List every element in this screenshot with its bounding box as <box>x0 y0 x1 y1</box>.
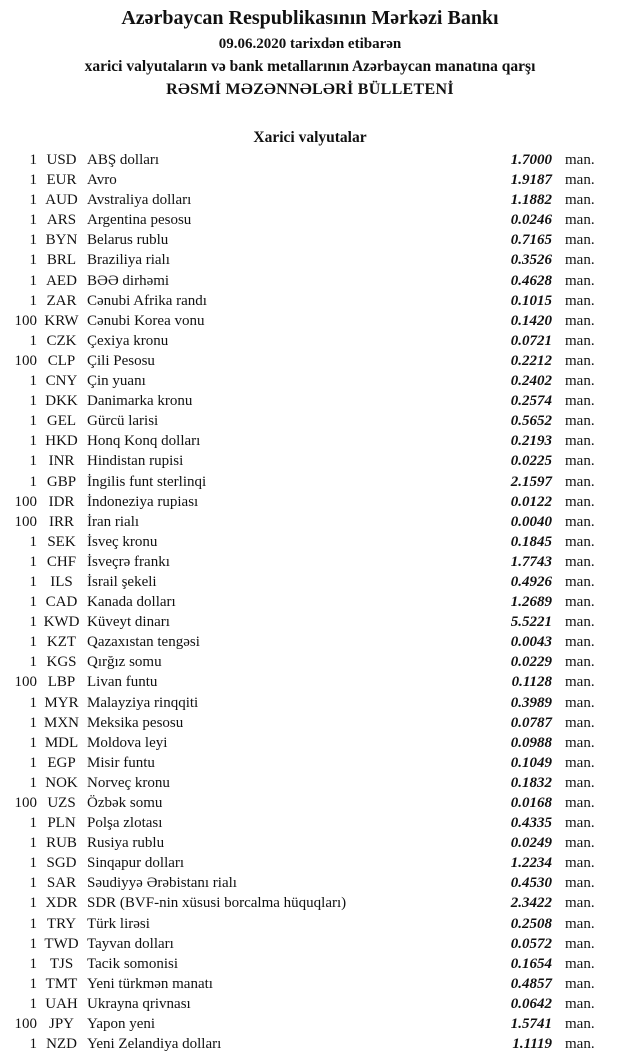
currency-code-cell: JPY <box>48 1016 74 1033</box>
quantity-cell: 1 <box>29 433 37 450</box>
quantity-cell: 1 <box>29 192 37 209</box>
currency-code-cell: MXN <box>43 714 79 731</box>
currency-name-cell: İsveçrə frankı <box>87 553 170 570</box>
table-row <box>0 914 620 934</box>
currency-name-cell: Tacik somonisi <box>87 955 179 972</box>
currency-name-cell: Rusiya rublu <box>87 835 165 852</box>
currency-name-cell: Danimarka kronu <box>87 393 193 410</box>
currency-name-cell: Braziliya rialı <box>87 252 170 269</box>
unit-cell: man. <box>565 292 595 309</box>
currency-name-cell: Gürcü larisi <box>87 413 159 430</box>
currency-name-cell: İndoneziya rupiası <box>87 493 199 510</box>
bulletin-title: RƏSMİ MƏZƏNNƏLƏRİ BÜLLETENİ <box>166 81 454 98</box>
rate-value-cell: 0.1832 <box>510 774 552 791</box>
rate-value-cell: 0.1420 <box>510 312 552 329</box>
unit-cell: man. <box>565 1016 595 1033</box>
table-row <box>0 230 620 250</box>
currency-name-cell: İngilis funt sterlinqi <box>87 473 207 490</box>
unit-cell: man. <box>565 433 595 450</box>
currency-code-cell: DKK <box>45 393 78 410</box>
table-row <box>0 210 620 230</box>
rate-value-cell: 0.3526 <box>510 252 552 269</box>
currency-name-cell: Türk lirəsi <box>87 915 150 932</box>
currency-name-cell: Kanada dolları <box>87 594 176 611</box>
currency-code-cell: BYN <box>45 232 78 249</box>
rate-value-cell: 0.2402 <box>510 373 552 390</box>
quantity-cell: 1 <box>29 875 37 892</box>
unit-cell: man. <box>565 413 595 430</box>
currency-code-cell: CAD <box>45 594 78 611</box>
currency-name-cell: İran rialı <box>87 513 140 530</box>
quantity-cell: 1 <box>29 734 37 751</box>
currency-name-cell: ABŞ dolları <box>87 152 160 168</box>
description-line: xarici valyutaların və bank metallarının Azərbaycan manatına qarşı <box>84 58 536 75</box>
currency-name-cell: İsveç kronu <box>87 533 158 550</box>
quantity-cell: 1 <box>29 634 37 651</box>
currency-code-cell: TMT <box>45 975 78 992</box>
currency-name-cell: Cənubi Korea vonu <box>87 312 205 329</box>
table-row <box>0 331 620 351</box>
currency-code-cell: CZK <box>46 332 77 349</box>
rate-value-cell: 0.0249 <box>510 835 552 852</box>
unit-cell: man. <box>565 553 595 570</box>
unit-cell: man. <box>565 895 595 912</box>
rate-value-cell: 0.0122 <box>510 493 552 510</box>
rate-value-cell: 0.0642 <box>510 995 552 1012</box>
currency-name-cell: Çin yuanı <box>87 373 146 390</box>
rate-value-cell: 0.4857 <box>510 975 552 992</box>
table-row <box>0 451 620 471</box>
quantity-cell: 1 <box>29 553 37 570</box>
unit-cell: man. <box>565 332 595 349</box>
unit-cell: man. <box>565 352 595 369</box>
currency-code-cell: LBP <box>47 674 76 691</box>
unit-cell: man. <box>565 774 595 791</box>
unit-cell: man. <box>565 975 595 992</box>
currency-name-cell: Meksika pesosu <box>87 714 184 731</box>
rate-value-cell: 1.2689 <box>510 594 552 611</box>
currency-code-cell: IRR <box>48 513 74 530</box>
currency-code-cell: KWD <box>43 614 80 631</box>
currency-code-cell: HKD <box>45 433 78 450</box>
table-row <box>0 773 620 793</box>
currency-name-cell: BƏƏ dirhəmi <box>87 272 170 289</box>
currency-code-cell: RUB <box>46 835 77 852</box>
table-row <box>0 532 620 552</box>
currency-code-cell: KRW <box>44 312 79 329</box>
quantity-cell: 1 <box>29 393 37 410</box>
quantity-cell: 1 <box>29 332 37 349</box>
rate-value-cell: 0.0988 <box>510 734 552 751</box>
currency-code-cell: PLN <box>47 815 76 832</box>
effective-date-line: 09.06.2020 tarixdən etibarən <box>218 36 402 52</box>
table-row <box>0 371 620 391</box>
quantity-cell: 1 <box>29 955 37 972</box>
rate-value-cell: 0.4530 <box>510 875 552 892</box>
currency-code-cell: TJS <box>49 955 74 972</box>
unit-cell: man. <box>565 594 595 611</box>
currency-code-cell: BRL <box>46 252 77 269</box>
currency-code-cell: MYR <box>44 694 79 711</box>
table-row <box>0 672 620 692</box>
table-row <box>0 271 620 291</box>
quantity-cell: 1 <box>29 754 37 771</box>
table-row <box>0 954 620 974</box>
quantity-cell: 1 <box>29 413 37 430</box>
quantity-cell: 1 <box>29 694 37 711</box>
currency-code-cell: NOK <box>45 774 78 791</box>
currency-name-cell: Ukrayna qrivnası <box>87 995 191 1012</box>
currency-code-cell: USD <box>46 152 77 168</box>
rate-value-cell: 0.2193 <box>510 433 552 450</box>
currency-name-cell: Livan funtu <box>87 674 158 691</box>
unit-cell: man. <box>565 453 595 470</box>
unit-cell: man. <box>565 493 595 510</box>
rate-value-cell: 0.1015 <box>510 292 552 309</box>
unit-cell: man. <box>565 473 595 490</box>
quantity-cell: 1 <box>29 654 37 671</box>
currency-code-cell: CHF <box>46 553 77 570</box>
currency-code-cell: UAH <box>45 995 78 1012</box>
rate-value-cell: 0.4335 <box>510 815 552 832</box>
table-row <box>0 652 620 672</box>
table-row <box>0 1014 620 1034</box>
currency-name-cell: Moldova leyi <box>87 734 168 751</box>
unit-cell: man. <box>565 634 595 651</box>
unit-cell: man. <box>565 995 595 1012</box>
quantity-cell: 100 <box>14 1016 37 1033</box>
quantity-cell: 1 <box>29 774 37 791</box>
unit-cell: man. <box>565 252 595 269</box>
quantity-cell: 100 <box>14 312 37 329</box>
quantity-cell: 100 <box>14 493 37 510</box>
rate-value-cell: 2.3422 <box>510 895 552 912</box>
quantity-cell: 100 <box>14 352 37 369</box>
currency-code-cell: ARS <box>46 212 77 229</box>
quantity-cell: 1 <box>29 614 37 631</box>
document-header <box>0 0 620 99</box>
rate-value-cell: 0.2574 <box>510 393 552 410</box>
unit-cell: man. <box>565 754 595 771</box>
table-row <box>0 753 620 773</box>
rate-value-cell: 0.1128 <box>511 674 552 691</box>
unit-cell: man. <box>565 875 595 892</box>
rate-value-cell: 1.5741 <box>510 1016 552 1033</box>
unit-cell: man. <box>565 734 595 751</box>
currency-name-cell: Polşa zlotası <box>87 815 163 832</box>
unit-cell: man. <box>565 192 595 209</box>
table-row <box>0 431 620 451</box>
currency-name-cell: Yeni Zelandiya dolları <box>87 1036 222 1053</box>
unit-cell: man. <box>565 614 595 631</box>
table-row <box>0 793 620 813</box>
table-row <box>0 472 620 492</box>
unit-cell: man. <box>565 272 595 289</box>
table-row <box>0 612 620 632</box>
rate-value-cell: 5.5221 <box>510 614 552 631</box>
currency-code-cell: EGP <box>47 754 76 771</box>
unit-cell: man. <box>565 835 595 852</box>
currency-name-cell: Argentina pesosu <box>87 212 192 229</box>
currency-name-cell: Cənubi Afrika randı <box>87 292 207 309</box>
rate-value-cell: 0.1049 <box>510 754 552 771</box>
table-row <box>0 572 620 592</box>
rate-value-cell: 0.0040 <box>510 513 552 530</box>
rate-value-cell: 2.1597 <box>510 473 552 490</box>
unit-cell: man. <box>565 935 595 952</box>
currency-code-cell: KGS <box>46 654 77 671</box>
unit-cell: man. <box>565 674 595 691</box>
table-row <box>0 411 620 431</box>
rate-value-cell: 1.7000 <box>510 152 552 168</box>
quantity-cell: 1 <box>29 292 37 309</box>
table-row <box>0 552 620 572</box>
unit-cell: man. <box>565 855 595 872</box>
currency-name-cell: Misir funtu <box>87 754 155 771</box>
quantity-cell: 1 <box>29 212 37 229</box>
unit-cell: man. <box>565 373 595 390</box>
currency-code-cell: NZD <box>46 1036 77 1053</box>
rate-value-cell: 1.1882 <box>510 192 552 209</box>
quantity-cell: 100 <box>14 513 37 530</box>
quantity-cell: 1 <box>29 272 37 289</box>
table-row <box>0 170 620 190</box>
unit-cell: man. <box>565 714 595 731</box>
currency-name-cell: Çexiya kronu <box>87 332 169 349</box>
quantity-cell: 1 <box>29 975 37 992</box>
exchange-rates-table <box>0 150 620 1053</box>
currency-name-cell: Belarus rublu <box>87 232 169 249</box>
table-row <box>0 833 620 853</box>
quantity-cell: 100 <box>14 674 37 691</box>
currency-code-cell: AED <box>46 272 77 289</box>
table-row <box>0 974 620 994</box>
unit-cell: man. <box>565 694 595 711</box>
unit-cell: man. <box>565 212 595 229</box>
quantity-cell: 1 <box>29 835 37 852</box>
currency-name-cell: Avstraliya dolları <box>87 192 192 209</box>
currency-name-cell: Qırğız somu <box>87 654 162 671</box>
quantity-cell: 1 <box>29 252 37 269</box>
section-title-foreign-currencies: Xarici valyutalar <box>253 129 367 146</box>
table-row <box>0 190 620 210</box>
table-row <box>0 592 620 612</box>
unit-cell: man. <box>565 955 595 972</box>
unit-cell: man. <box>565 152 595 168</box>
table-row <box>0 351 620 371</box>
quantity-cell: 1 <box>29 815 37 832</box>
unit-cell: man. <box>565 795 595 811</box>
rate-value-cell: 1.2234 <box>510 855 552 872</box>
rate-value-cell: 0.0246 <box>510 212 552 229</box>
rate-value-cell: 0.0229 <box>510 654 552 671</box>
currency-code-cell: AUD <box>45 192 78 209</box>
currency-name-cell: Küveyt dinarı <box>87 614 170 631</box>
currency-name-cell: Avro <box>87 172 117 189</box>
rate-value-cell: 0.4628 <box>510 272 552 289</box>
currency-code-cell: ILS <box>50 573 73 590</box>
table-row <box>0 813 620 833</box>
unit-cell: man. <box>565 393 595 410</box>
currency-code-cell: UZS <box>47 795 76 811</box>
unit-cell: man. <box>565 172 595 189</box>
currency-code-cell: ZAR <box>46 292 77 309</box>
quantity-cell: 1 <box>29 935 37 952</box>
rate-value-cell: 0.0721 <box>510 332 552 349</box>
quantity-cell: 100 <box>14 795 37 811</box>
currency-code-cell: CLP <box>47 352 76 369</box>
rate-value-cell: 0.3989 <box>510 694 552 711</box>
currency-name-cell: Honq Konq dolları <box>87 433 201 450</box>
currency-code-cell: SEK <box>47 533 76 550</box>
table-row <box>0 250 620 270</box>
bank-name-title: Azərbaycan Respublikasının Mərkəzi Bankı <box>121 7 499 29</box>
table-row <box>0 1034 620 1053</box>
currency-name-cell: Norveç kronu <box>87 774 170 791</box>
currency-name-cell: Yapon yeni <box>87 1016 156 1033</box>
table-row <box>0 391 620 411</box>
currency-code-cell: KZT <box>46 634 77 651</box>
unit-cell: man. <box>565 915 595 932</box>
unit-cell: man. <box>565 654 595 671</box>
currency-name-cell: Səudiyyə Ərəbistanı rialı <box>87 875 237 892</box>
rate-value-cell: 1.9187 <box>510 172 552 189</box>
table-row <box>0 853 620 873</box>
currency-code-cell: EUR <box>46 172 77 189</box>
table-row <box>0 893 620 913</box>
table-row <box>0 693 620 713</box>
currency-name-cell: Hindistan rupisi <box>87 453 184 470</box>
currency-name-cell: Çili Pesosu <box>87 352 155 369</box>
table-row <box>0 512 620 532</box>
rate-value-cell: 0.2212 <box>510 352 552 369</box>
currency-code-cell: XDR <box>45 895 78 912</box>
rate-value-cell: 0.5652 <box>510 413 552 430</box>
quantity-cell: 1 <box>29 895 37 912</box>
unit-cell: man. <box>565 232 595 249</box>
quantity-cell: 1 <box>29 152 37 168</box>
currency-code-cell: IDR <box>48 493 75 510</box>
table-row <box>0 311 620 331</box>
currency-name-cell: Sinqapur dolları <box>87 855 185 872</box>
quantity-cell: 1 <box>29 714 37 731</box>
currency-code-cell: CNY <box>45 373 78 390</box>
quantity-cell: 1 <box>29 172 37 189</box>
currency-code-cell: SGD <box>46 855 77 872</box>
unit-cell: man. <box>565 533 595 550</box>
rate-value-cell: 0.0225 <box>510 453 552 470</box>
currency-code-cell: TWD <box>44 935 79 952</box>
rate-value-cell: 0.1654 <box>510 955 552 972</box>
table-row <box>0 873 620 893</box>
rate-value-cell: 0.7165 <box>510 232 552 249</box>
currency-name-cell: Tayvan dolları <box>87 935 174 952</box>
rate-value-cell: 0.0168 <box>510 795 552 811</box>
currency-code-cell: SAR <box>46 875 77 892</box>
unit-cell: man. <box>565 1036 595 1053</box>
quantity-cell: 1 <box>29 855 37 872</box>
rate-value-cell: 0.2508 <box>510 915 552 932</box>
rate-value-cell: 0.0043 <box>510 634 552 651</box>
quantity-cell: 1 <box>29 573 37 590</box>
table-row <box>0 291 620 311</box>
currency-code-cell: INR <box>48 453 75 470</box>
table-row <box>0 492 620 512</box>
quantity-cell: 1 <box>29 1036 37 1053</box>
quantity-cell: 1 <box>29 915 37 932</box>
table-row <box>0 713 620 733</box>
currency-code-cell: GEL <box>46 413 77 430</box>
currency-name-cell: Qazaxıstan tengəsi <box>87 634 200 651</box>
currency-name-cell: Malayziya rinqqiti <box>87 694 199 711</box>
rate-value-cell: 1.7743 <box>510 553 552 570</box>
table-row <box>0 733 620 753</box>
currency-name-cell: SDR (BVF-nin xüsusi borcalma hüquqları) <box>87 895 347 912</box>
unit-cell: man. <box>565 815 595 832</box>
currency-name-cell: Yeni türkmən manatı <box>87 975 213 992</box>
rate-value-cell: 0.0572 <box>510 935 552 952</box>
currency-code-cell: MDL <box>44 734 79 751</box>
currency-code-cell: TRY <box>46 915 77 932</box>
quantity-cell: 1 <box>29 473 37 490</box>
currency-name-cell: Özbək somu <box>87 795 163 811</box>
rate-value-cell: 0.4926 <box>510 573 552 590</box>
quantity-cell: 1 <box>29 453 37 470</box>
quantity-cell: 1 <box>29 232 37 249</box>
rate-value-cell: 0.0787 <box>510 714 552 731</box>
quantity-cell: 1 <box>29 533 37 550</box>
rate-value-cell: 0.1845 <box>510 533 552 550</box>
table-row <box>0 994 620 1014</box>
quantity-cell: 1 <box>29 373 37 390</box>
table-row <box>0 632 620 652</box>
table-row <box>0 150 620 170</box>
quantity-cell: 1 <box>29 594 37 611</box>
unit-cell: man. <box>565 573 595 590</box>
table-row <box>0 934 620 954</box>
rate-value-cell: 1.1119 <box>512 1036 552 1053</box>
unit-cell: man. <box>565 312 595 329</box>
currency-name-cell: İsrail şekeli <box>87 573 157 590</box>
quantity-cell: 1 <box>29 995 37 1012</box>
unit-cell: man. <box>565 513 595 530</box>
currency-code-cell: GBP <box>46 473 77 490</box>
